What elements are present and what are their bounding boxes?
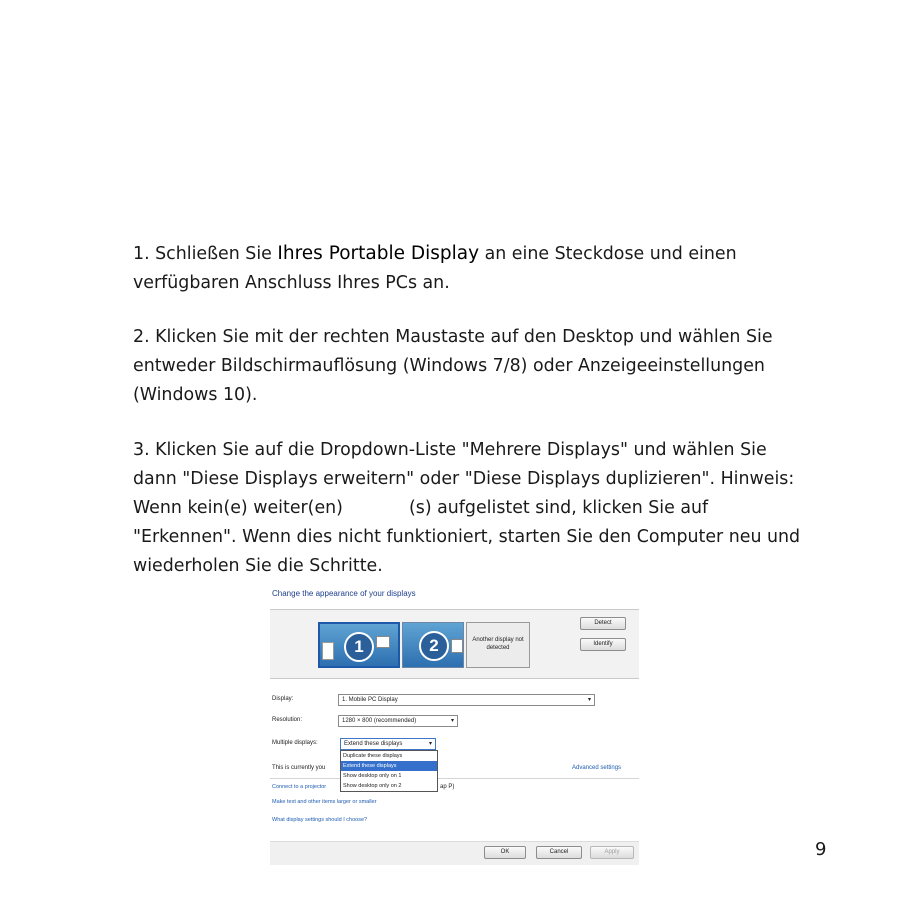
- step-3-pre: 3. Klicken Sie auf die Dropdown-Liste "Mehrere Displays" und wählen Sie dann "Diese Displays erweitern" oder "Diese Displays duplizieren". Hinweis: Wenn kein(e) weiter(en): [133, 440, 795, 518]
- multiple-displays-value: Extend these displays: [344, 741, 403, 747]
- advanced-settings-link[interactable]: Advanced settings: [572, 765, 622, 771]
- window-icon: [376, 636, 390, 648]
- not-detected-label: Another display not detected: [472, 637, 524, 651]
- display-select-value: 1. Mobile PC Display: [342, 697, 398, 703]
- chevron-down-icon: ▾: [450, 718, 454, 724]
- monitor-2[interactable]: [402, 622, 464, 668]
- step-1-post: an eine Steckdose und einen verfügbaren Anschluss Ihres PCs an.: [133, 244, 737, 293]
- multiple-displays-dropdown: [340, 750, 438, 792]
- page-number: 9: [815, 839, 827, 860]
- display-settings-screenshot: [270, 585, 639, 865]
- resolution-select[interactable]: [338, 715, 458, 727]
- chevron-down-icon: ▾: [587, 697, 591, 703]
- detect-button[interactable]: Detect: [580, 617, 626, 630]
- monitor-1-number: 1: [344, 632, 374, 662]
- step-1-pre: 1. Schließen Sie: [133, 244, 278, 264]
- step-1-emphasis: Ihres Portable Display: [277, 243, 480, 264]
- step-3-post: (s) aufgelistet sind, klicken Sie auf "Erkennen". Wenn dies nicht funktioniert, starten Sie den Computer neu und wiederholen Sie die Schritte.: [133, 498, 801, 576]
- monitor-not-detected: [466, 622, 530, 668]
- current-display-text: This is currently you: [272, 765, 326, 771]
- dialog-button-bar: [270, 841, 639, 865]
- screenshot-title: Change the appearance of your displays: [272, 589, 416, 598]
- step-3-text: [133, 436, 813, 581]
- step-1-text: [133, 239, 813, 298]
- resolution-label: Resolution:: [272, 717, 303, 723]
- divider: [270, 778, 639, 779]
- display-label: Display:: [272, 696, 294, 702]
- dropdown-option[interactable]: Show desktop only on 2: [343, 783, 402, 789]
- multiple-displays-select[interactable]: [340, 738, 436, 750]
- display-help-link[interactable]: What display settings should I choose?: [272, 817, 368, 823]
- multiple-displays-label: Multiple displays:: [272, 740, 318, 746]
- connect-projector-link[interactable]: Connect to a projector: [272, 784, 327, 790]
- dropdown-option[interactable]: Duplicate these displays: [343, 753, 403, 759]
- window-icon: [322, 642, 334, 660]
- identify-button[interactable]: Identify: [580, 638, 626, 651]
- projector-shortcut-text: ap P): [440, 784, 455, 790]
- monitor-1[interactable]: [318, 622, 400, 668]
- chevron-down-icon: ▾: [428, 741, 432, 747]
- resolution-select-value: 1280 × 800 (recommended): [342, 718, 417, 724]
- monitor-2-number: 2: [419, 631, 449, 661]
- dropdown-option-selected[interactable]: Extend these displays: [341, 761, 437, 771]
- ok-button[interactable]: OK: [484, 846, 526, 859]
- cancel-button[interactable]: Cancel: [536, 846, 582, 859]
- display-select[interactable]: [338, 694, 595, 706]
- text-size-link[interactable]: Make text and other items larger or smaller: [272, 799, 377, 805]
- dropdown-option[interactable]: Show desktop only on 1: [343, 773, 402, 779]
- window-icon: [451, 639, 463, 653]
- apply-button[interactable]: Apply: [590, 846, 634, 859]
- step-2-text: 2. Klicken Sie mit der rechten Maustaste auf den Desktop und wählen Sie entweder Bildschirmauflösung (Windows 7/8) oder Anzeigeeinstellungen (Windows 10).: [133, 327, 773, 405]
